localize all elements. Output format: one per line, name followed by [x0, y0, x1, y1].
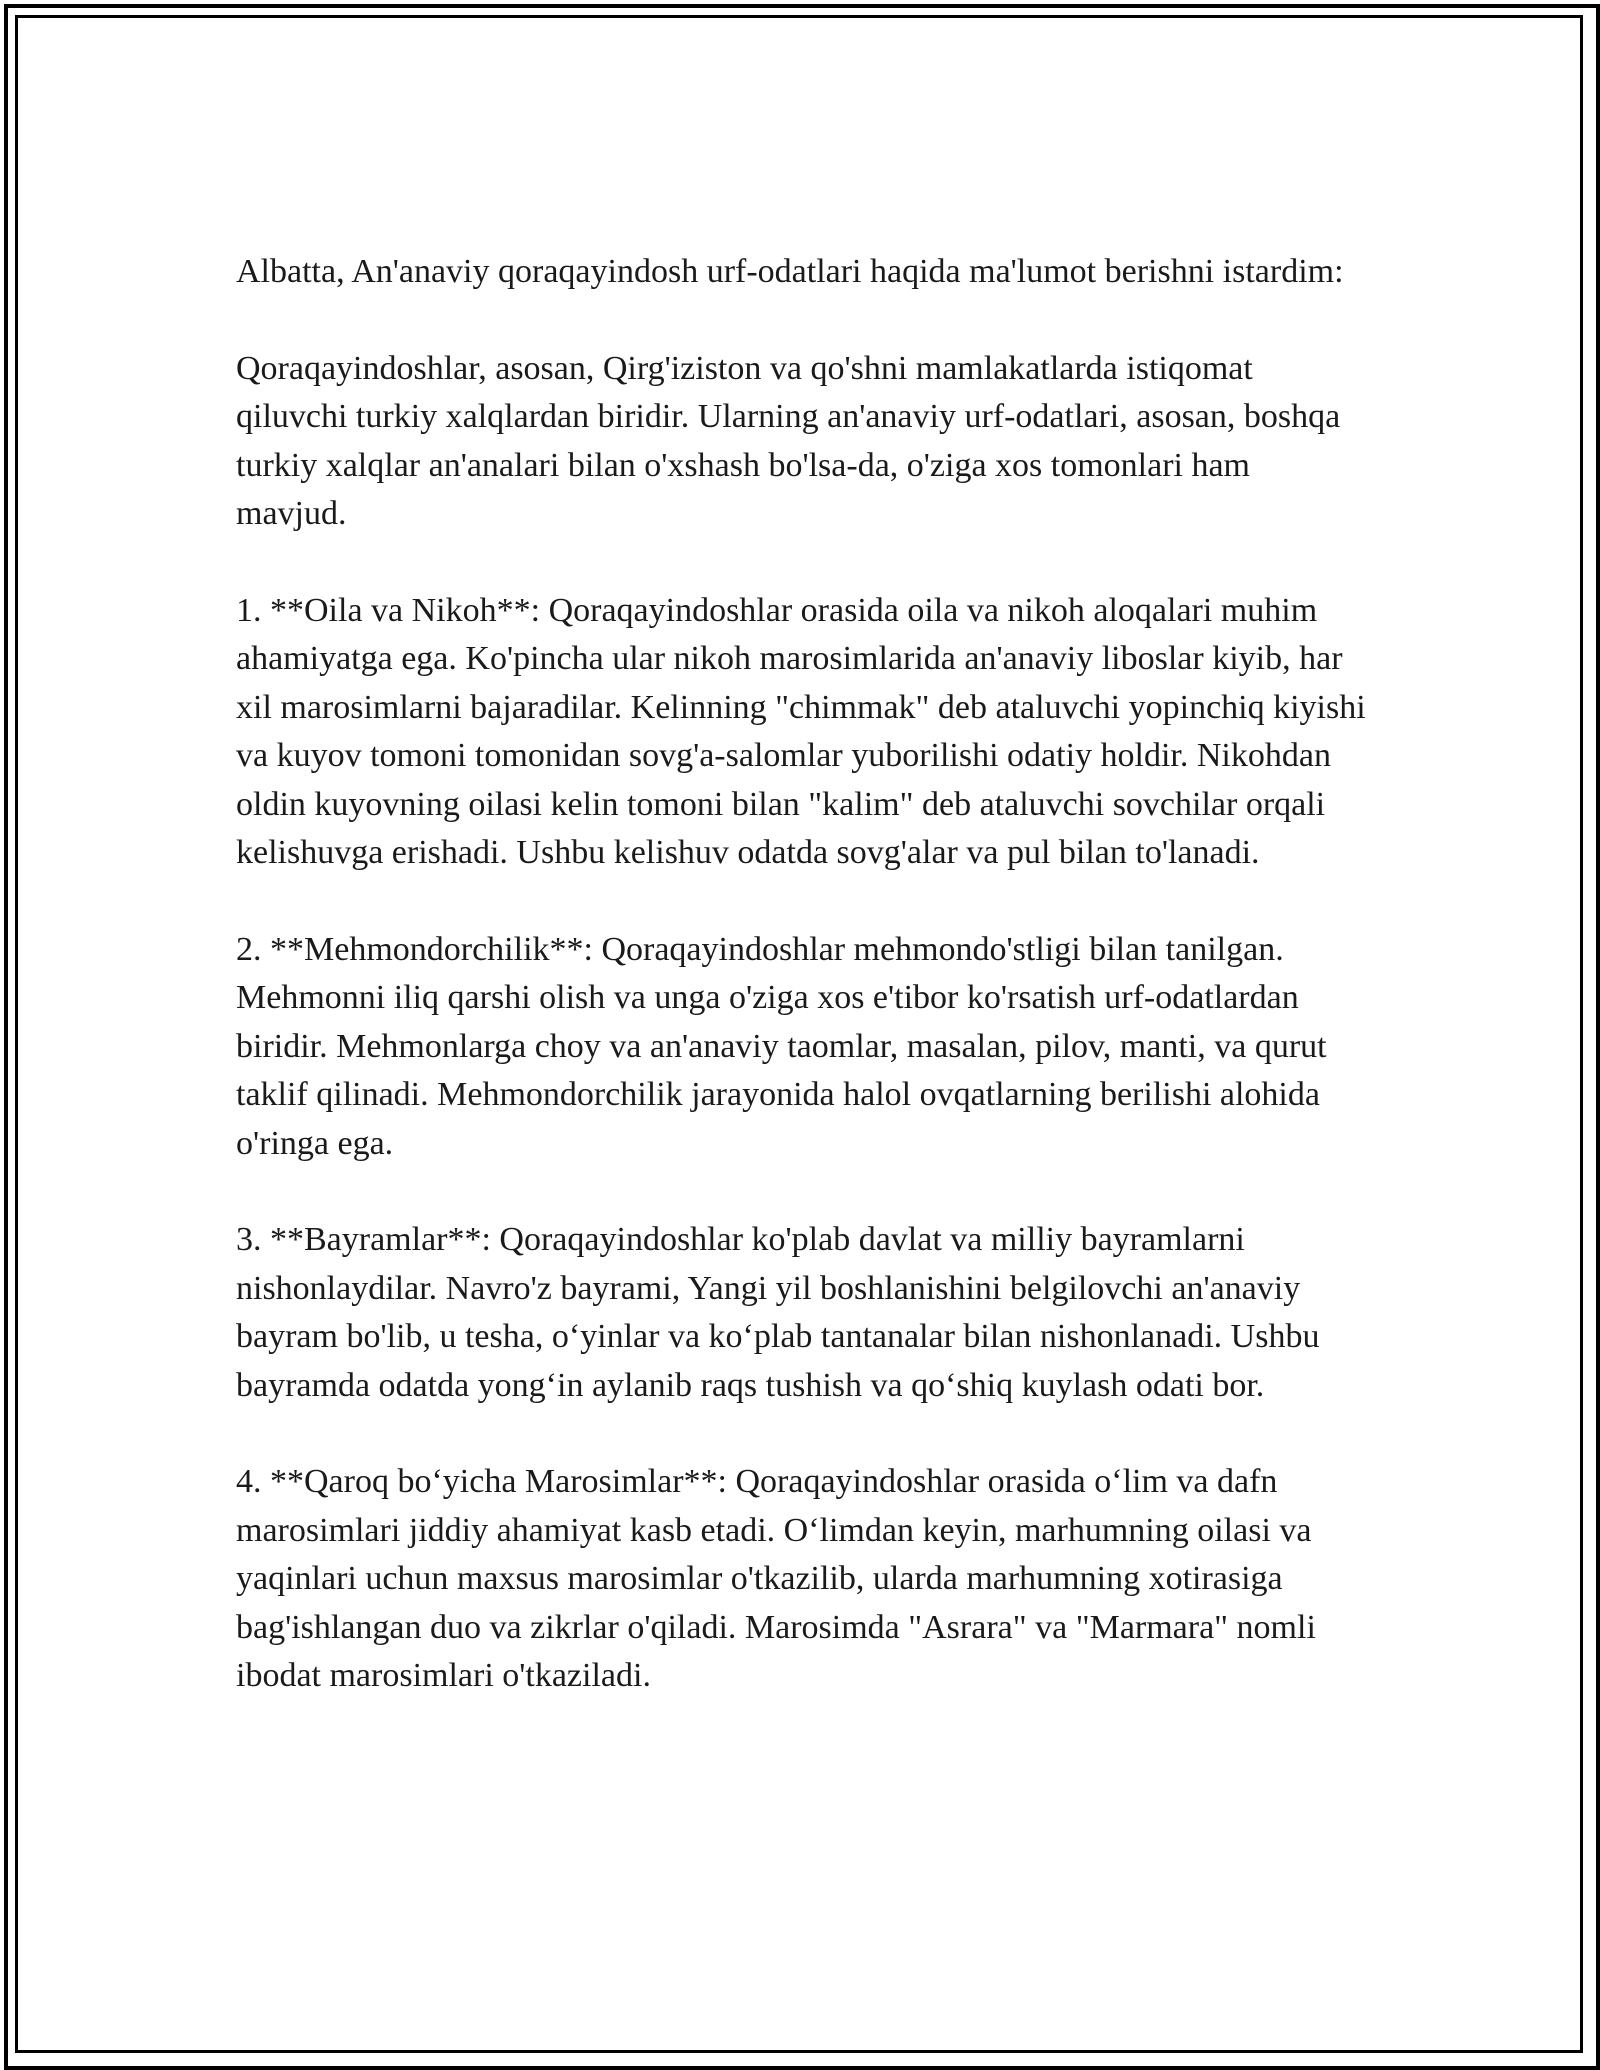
section-bayramlar: 3. **Bayramlar**: Qoraqayindoshlar ko'plab davlat va milliy bayramlarni nishonlaydilar. Navro'z bayrami, Yangi yil boshlanishini belgilovchi an'anaviy bayram bo'lib, u tesha, o‘yinlar va ko‘plab tantanalar bilan nishonlanadi. Ushbu bayramda odatda yong‘in aylanib raqs tushish va qo‘shiq kuylash odati bor. [236, 1221, 1320, 1404]
overview-paragraph: Qoraqayindoshlar, asosan, Qirg'iziston va qo'shni mamlakatlarda istiqomat qiluvchi turkiy xalqlardan biridir. Ularning an'anaviy urf-odatlari, asosan, boshqa turkiy xalqlar an'analari bilan o'xshash bo'lsa-da, o'ziga xos tomonlari ham mavjud. [236, 349, 1341, 532]
intro-paragraph: Albatta, An'anaviy qoraqayindosh urf-odatlari haqida ma'lumot berishni istardim: [236, 253, 1344, 290]
document-body [236, 248, 1366, 1749]
section-marosimlar: 4. **Qaroq bo‘yicha Marosimlar**: Qoraqayindoshlar orasida o‘lim va dafn marosimlari jiddiy ahamiyat kasb etadi. O‘limdan keyin, marhumning oilasi va yaqinlari uchun maxsus marosimlar o'tkazilib, ularda marhumning xotirasiga bag'ishlangan duo va zikrlar o'qiladi. Marosimda "Asrara" va "Marmara" nomli ibodat marosimlari o'tkaziladi. [236, 1463, 1316, 1694]
section-oila-nikoh: 1. **Oila va Nikoh**: Qoraqayindoshlar orasida oila va nikoh aloqalari muhim ahamiyatga ega. Ko'pincha ular nikoh marosimlarida an'anaviy liboslar kiyib, har xil marosimlarni bajaradilar. Kelinning "chimmak" deb ataluvchi yopinchiq kiyishi va kuyov tomoni tomonidan sovg'a-salomlar yuborilishi odatiy holdir. Nikohdan oldin kuyovning oilasi kelin tomoni bilan "kalim" deb ataluvchi sovchilar orqali kelishuvga erishadi. Ushbu kelishuv odatda sovg'alar va pul bilan to'lanadi. [236, 591, 1366, 871]
section-mehmondorchilik: 2. **Mehmondorchilik**: Qoraqayindoshlar mehmondo'stligi bilan tanilgan. Mehmonni iliq qarshi olish va unga o'ziga xos e'tibor ko'rsatish urf-odatlardan biridir. Mehmonlarga choy va an'anaviy taomlar, masalan, pilov, manti, va qurut taklif qilinadi. Mehmondorchilik jarayonida halol ovqatlarning berilishi alohida o'ringa ega. [236, 930, 1327, 1162]
